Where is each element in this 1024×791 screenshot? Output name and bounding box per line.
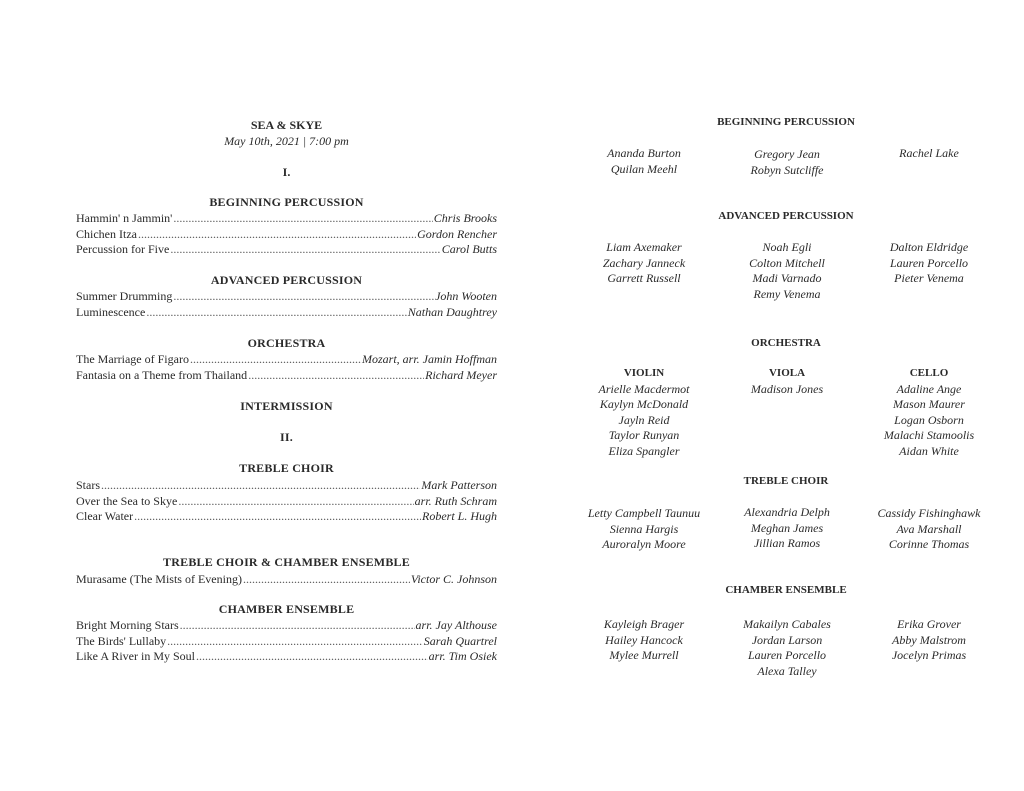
member-name: Kaylyn McDonald — [599, 397, 689, 411]
dot-leader — [173, 288, 434, 304]
dot-leader — [134, 508, 421, 524]
member-name: Madison Jones — [750, 381, 824, 396]
composer: Victor C. Johnson — [410, 572, 497, 586]
member-name: Makailyn Cabales — [743, 617, 831, 631]
dot-leader — [170, 241, 440, 257]
piece-title: Stars — [76, 478, 100, 492]
member-name: Mylee Murrell — [609, 648, 679, 662]
intermission-label: INTERMISSION — [240, 399, 333, 413]
member-name: Auroralyn Moore — [602, 537, 686, 551]
member-name: Kayleigh Brager — [603, 617, 685, 631]
piece-title: The Marriage of Figaro — [76, 352, 189, 366]
dot-leader — [190, 351, 361, 367]
treble-choir-heading: TREBLE CHOIR — [239, 461, 334, 475]
composer: Sarah Quartrel — [423, 633, 497, 648]
instrument-label: CELLO — [909, 367, 949, 379]
dot-leader — [243, 571, 410, 587]
roster-column — [569, 617, 719, 664]
member-name: Abby Malstrom — [892, 632, 966, 647]
piece-title: Bright Morning Stars — [76, 618, 179, 632]
program-entry — [76, 288, 497, 304]
piece-title: Like A River in My Soul — [76, 649, 196, 664]
treble-chamber-heading: TREBLE CHOIR & CHAMBER ENSEMBLE — [163, 555, 410, 569]
program-entry — [76, 648, 497, 664]
member-name: Erika Grover — [897, 617, 961, 631]
member-name: Liam Axemaker — [606, 240, 682, 254]
dot-leader — [196, 648, 428, 664]
composer: Carol Butts — [441, 242, 497, 257]
member-name: Ava Marshall — [896, 521, 962, 536]
member-name: Jocelyn Primas — [891, 648, 967, 662]
roster-column — [569, 146, 719, 177]
member-name: Jillian Ramos — [753, 536, 821, 550]
beginning-percussion-heading: BEGINNING PERCUSSION — [209, 195, 364, 209]
concert-date: May 10th, 2021 | 7:00 pm — [224, 134, 349, 148]
composer: Richard Meyer — [425, 367, 497, 382]
roster-column — [569, 366, 719, 459]
piece-title: Chichen Itza — [76, 226, 137, 241]
member-name: Remy Venema — [753, 286, 821, 301]
program-entry — [76, 241, 497, 257]
program-entry — [76, 508, 497, 524]
program-entry — [76, 367, 497, 383]
member-name: Lauren Porcello — [889, 255, 969, 270]
dot-leader — [167, 633, 423, 649]
roster-column — [854, 366, 1004, 459]
program-entry — [76, 210, 497, 226]
composer: arr. Tim Osiek — [428, 649, 497, 664]
member-name: Noah Egli — [762, 240, 812, 254]
member-name: Jayln Reid — [618, 412, 670, 427]
member-name: Eliza Spangler — [608, 443, 680, 458]
program-entry — [76, 304, 497, 320]
roster-column — [569, 506, 719, 553]
member-name: Adaline Ange — [896, 381, 962, 396]
composer: Mozart, arr. Jamin Hoffman — [361, 352, 497, 366]
roster-column — [712, 617, 862, 679]
composer: Robert L. Hugh — [422, 509, 497, 524]
member-name: Taylor Runyan — [608, 428, 680, 442]
roster-advanced-heading: ADVANCED PERCUSSION — [718, 210, 854, 222]
dot-leader — [178, 493, 413, 509]
roster-column — [569, 240, 719, 287]
advanced-percussion-heading: ADVANCED PERCUSSION — [210, 273, 363, 287]
member-name: Alexa Talley — [757, 663, 817, 678]
roster-column — [854, 506, 1004, 553]
member-name: Cassidy Fishinghawk — [877, 506, 981, 520]
part-one-label: I. — [282, 165, 291, 179]
member-name: Letty Campbell Taunuu — [587, 506, 701, 520]
program-entry — [76, 226, 497, 242]
dot-leader — [101, 477, 420, 493]
member-name: Robyn Sutcliffe — [750, 162, 824, 177]
roster-column — [854, 240, 1004, 287]
member-name: Colton Mitchell — [749, 255, 825, 270]
member-name: Madi Varnado — [752, 271, 822, 285]
piece-title: Fantasia on a Theme from Thailand — [76, 367, 248, 382]
program-entry — [76, 351, 497, 367]
member-name: Mason Maurer — [893, 397, 965, 411]
member-name: Pieter Venema — [894, 271, 964, 285]
concert-title: SEA & SKYE — [250, 118, 323, 132]
member-name: Corinne Thomas — [888, 537, 970, 551]
member-name: Ananda Burton — [607, 146, 681, 160]
piece-title: Over the Sea to Skye — [76, 493, 178, 508]
part-two-label: II. — [280, 430, 293, 444]
roster-beginning-heading: BEGINNING PERCUSSION — [717, 116, 855, 128]
member-name: Arielle Macdermot — [598, 381, 690, 396]
program-entry — [76, 633, 497, 649]
roster-column — [854, 146, 1004, 162]
roster-orchestra-heading: ORCHESTRA — [751, 337, 821, 349]
composer: arr. Ruth Schram — [414, 493, 497, 508]
program-entry — [76, 571, 497, 587]
member-name: Garrett Russell — [607, 271, 681, 285]
dot-leader — [146, 304, 406, 320]
program-entry — [76, 477, 497, 493]
member-name: Aidan White — [899, 443, 959, 458]
orchestra-heading: ORCHESTRA — [247, 336, 326, 350]
member-name: Alexandria Delph — [744, 505, 830, 519]
piece-title: Luminescence — [76, 304, 146, 319]
composer: Nathan Daughtrey — [407, 304, 497, 319]
roster-column — [712, 366, 862, 397]
composer: Gordon Rencher — [417, 226, 497, 241]
member-name: Rachel Lake — [899, 146, 959, 160]
piece-title: Hammin' n Jammin' — [76, 211, 173, 225]
member-name: Dalton Eldridge — [889, 240, 969, 254]
composer: Chris Brooks — [433, 211, 497, 225]
piece-title: Murasame (The Mists of Evening) — [76, 572, 242, 586]
piece-title: The Birds' Lullaby — [76, 633, 167, 648]
member-name: Zachary Janneck — [602, 255, 686, 270]
piece-title: Clear Water — [76, 509, 134, 524]
program-entry — [76, 617, 497, 633]
composer: Mark Patterson — [421, 478, 497, 492]
instrument-label: VIOLA — [768, 367, 806, 379]
member-name: Jordan Larson — [751, 632, 823, 647]
piece-title: Percussion for Five — [76, 242, 170, 257]
composer: John Wooten — [435, 289, 497, 303]
roster-column — [712, 240, 862, 302]
composer: arr. Jay Althouse — [415, 618, 497, 632]
member-name: Lauren Porcello — [747, 648, 827, 662]
roster-treble-heading: TREBLE CHOIR — [743, 475, 829, 487]
roster-column — [712, 505, 862, 552]
member-name: Meghan James — [750, 520, 824, 535]
member-name: Hailey Hancock — [605, 632, 683, 647]
roster-column — [712, 147, 862, 178]
member-name: Gregory Jean — [754, 147, 820, 161]
instrument-label: VIOLIN — [623, 367, 665, 379]
program-entry — [76, 493, 497, 509]
chamber-ensemble-heading: CHAMBER ENSEMBLE — [218, 602, 355, 616]
dot-leader — [138, 226, 416, 242]
roster-chamber-heading: CHAMBER ENSEMBLE — [725, 584, 847, 596]
member-name: Sienna Hargis — [609, 521, 679, 536]
member-name: Quilan Meehl — [610, 161, 678, 176]
dot-leader — [173, 210, 432, 226]
dot-leader — [180, 617, 415, 633]
piece-title: Summer Drumming — [76, 289, 173, 303]
member-name: Logan Osborn — [894, 412, 964, 427]
roster-column — [854, 617, 1004, 664]
member-name: Malachi Stamoolis — [883, 428, 975, 442]
dot-leader — [248, 367, 424, 383]
